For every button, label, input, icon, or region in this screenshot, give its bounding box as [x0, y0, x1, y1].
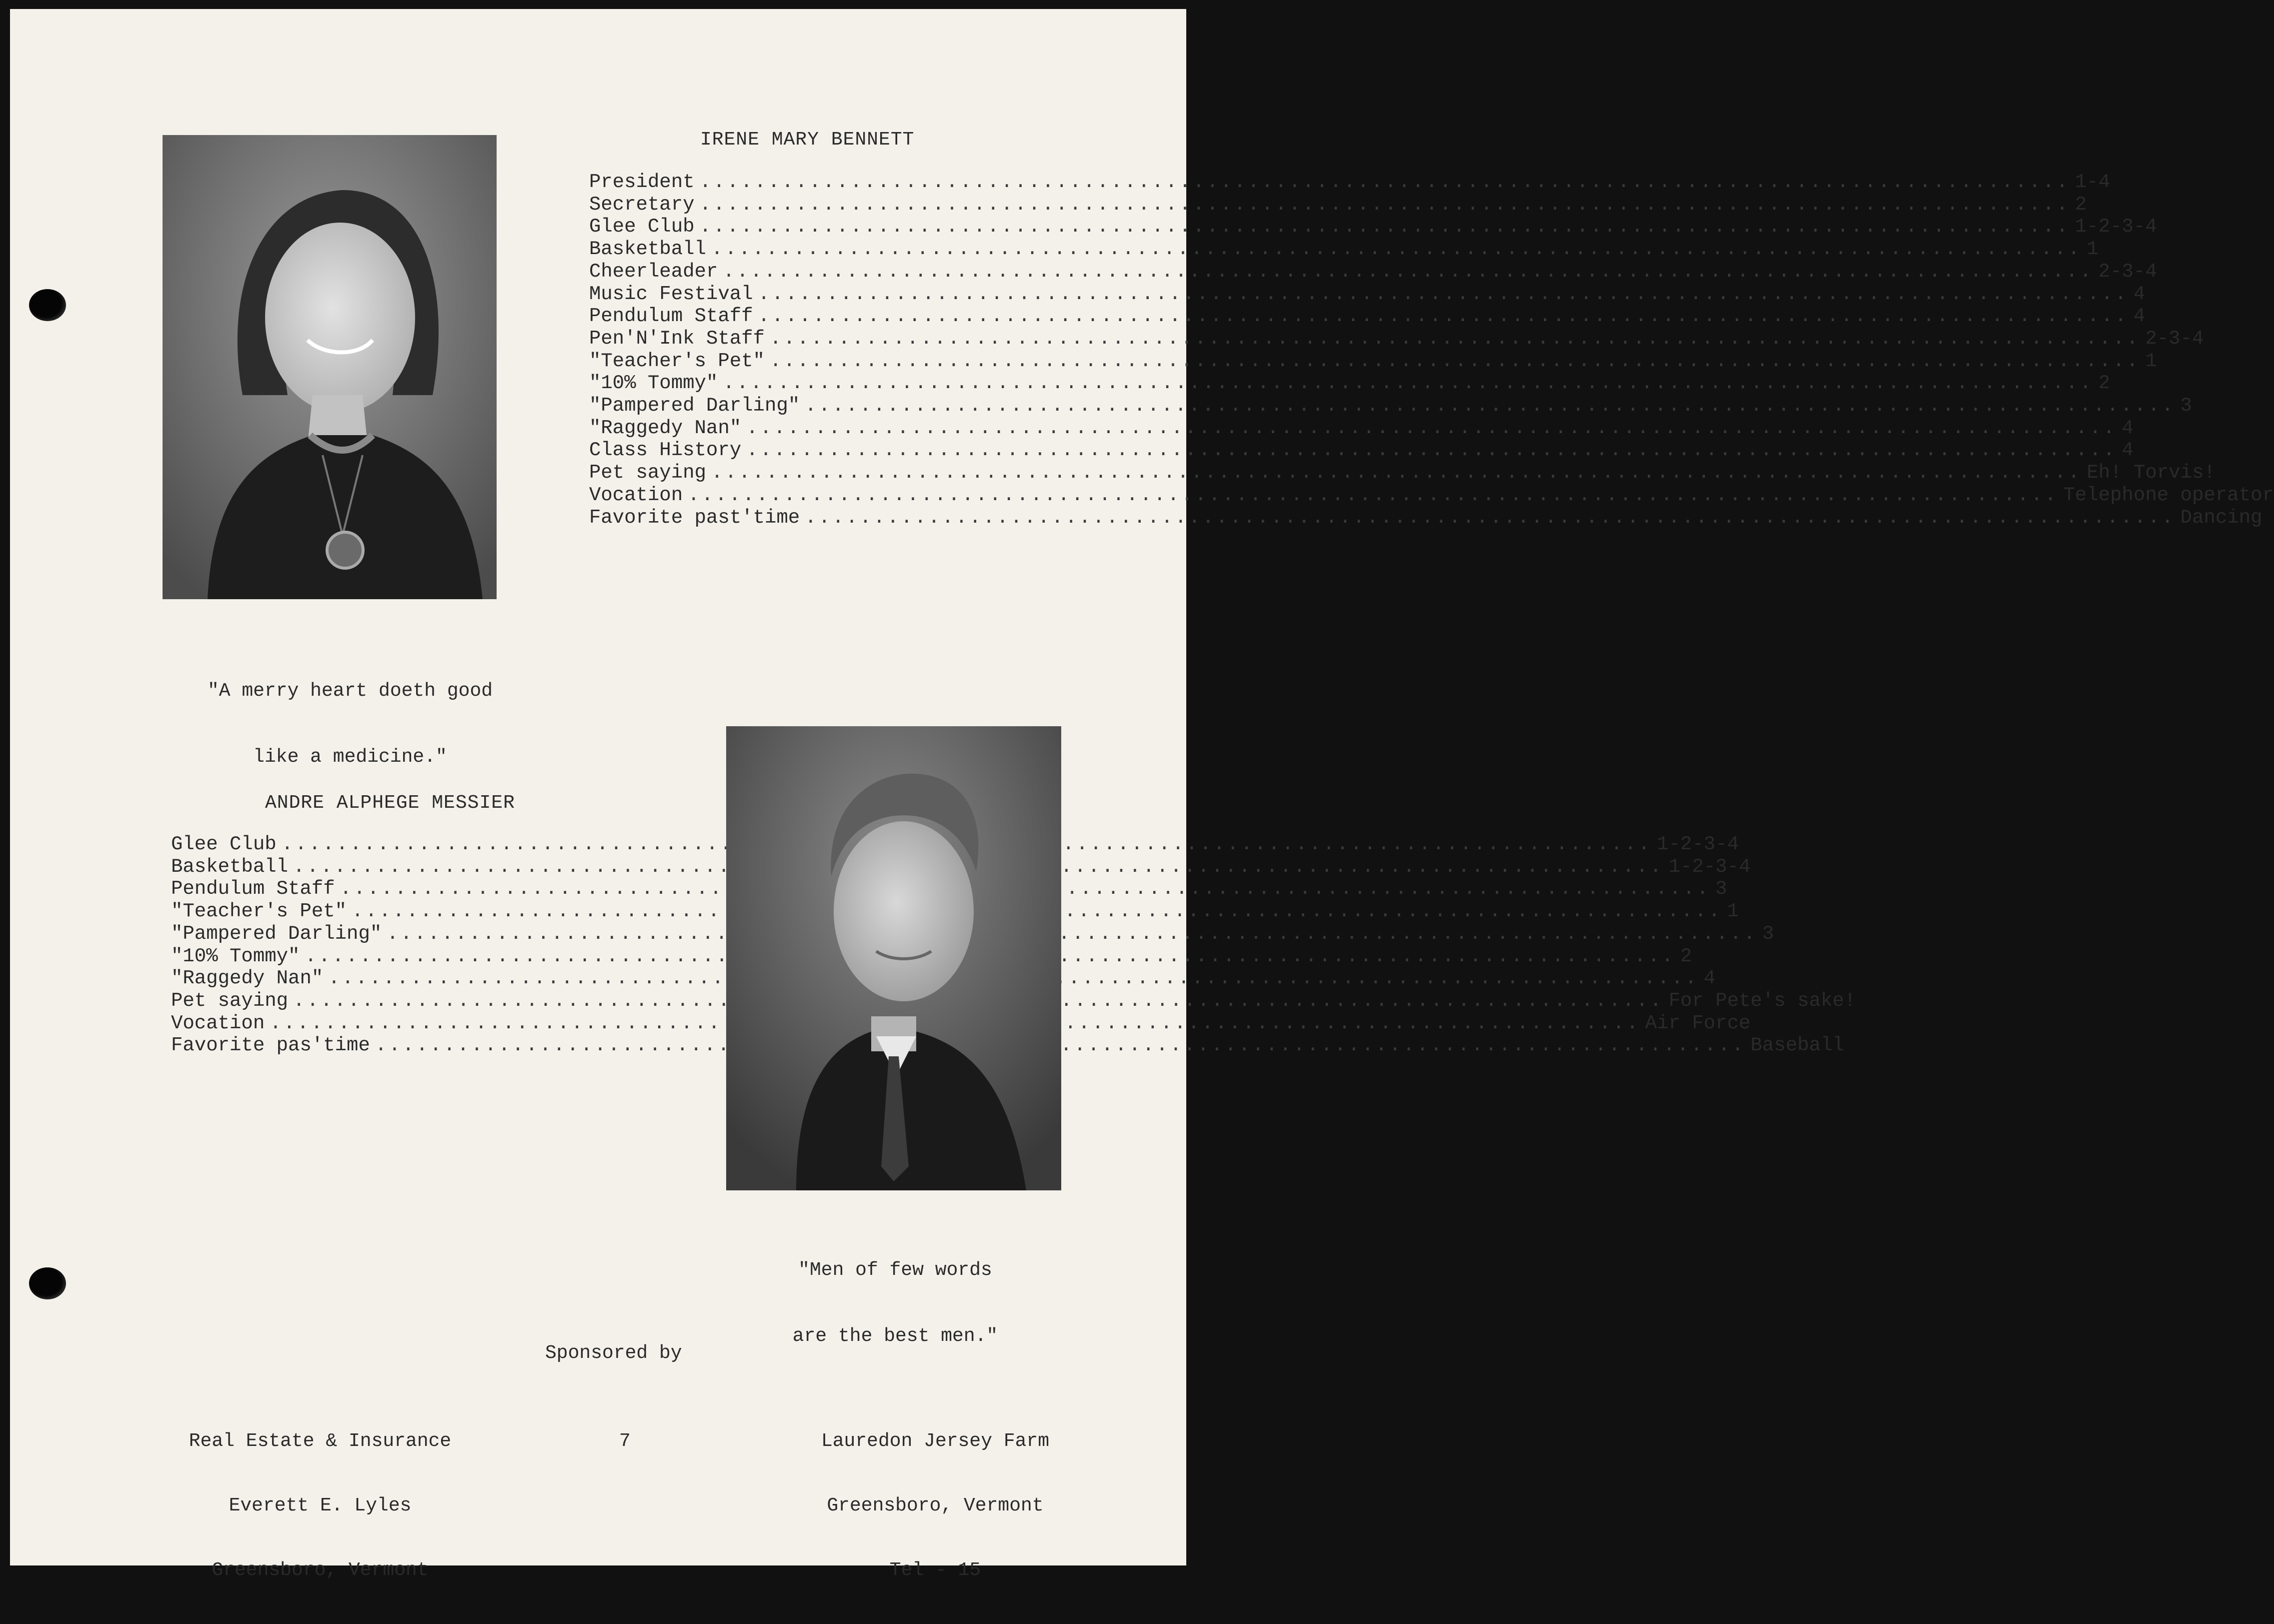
andre-quote-line-2: are the best men.": [792, 1325, 998, 1347]
andre-quote-line-1: "Men of few words: [798, 1259, 992, 1281]
dot-leader: [805, 395, 2175, 417]
dot-leader: [805, 507, 2175, 529]
activity-label: Glee Club: [589, 216, 695, 238]
andre-activity-row: [171, 967, 1716, 990]
dot-leader: [770, 328, 2140, 350]
activity-value: For Pete's sake!: [1668, 989, 1856, 1012]
dot-leader: [700, 194, 2070, 216]
dot-leader: [711, 238, 2081, 261]
irene-activity-row: [589, 506, 2262, 529]
activity-value: 2-3-4: [2098, 260, 2157, 283]
dot-leader: [387, 923, 1757, 945]
andre-activity-row: [171, 878, 1727, 900]
activity-label: Vocation: [171, 1012, 265, 1034]
activity-value: Baseball: [1750, 1034, 1844, 1057]
activity-label: Secretary: [589, 193, 695, 216]
andre-activity-row: [171, 833, 1739, 856]
irene-quote-line-2: like a medicine.": [253, 746, 447, 768]
andre-activity-row: [171, 1012, 1751, 1035]
andre-activity-row: [171, 922, 1774, 945]
activity-value: 1-2-3-4: [1668, 855, 1751, 878]
sponsor-right-line-1: Lauredon Jersey Farm: [821, 1430, 1050, 1452]
activity-label: Pendulum Staff: [171, 878, 335, 900]
activity-value: Telephone operator: [2063, 484, 2274, 506]
irene-portrait-photo: [163, 135, 497, 599]
irene-activity-row: [589, 283, 2145, 306]
activity-label: Music Festival: [589, 283, 753, 305]
dot-leader: [746, 439, 2116, 462]
dot-leader: [723, 372, 2093, 395]
page-number: 7: [619, 1430, 631, 1452]
irene-activity-row: [589, 484, 2274, 507]
irene-activity-row: [589, 216, 2157, 238]
dot-leader: [746, 417, 2116, 440]
andre-activity-row: [171, 1034, 1844, 1057]
activity-label: "10% Tommy": [589, 372, 718, 395]
activity-value: 1-2-3-4: [2075, 216, 2157, 238]
andre-portrait-photo: [726, 726, 1061, 1190]
irene-name: IRENE MARY BENNETT: [700, 129, 915, 151]
andre-activity-list: [171, 833, 1856, 1057]
activity-value: 4: [2133, 283, 2145, 305]
dot-leader: [723, 261, 2093, 283]
activity-value: 2: [1680, 945, 1692, 967]
irene-activity-list: [589, 171, 2274, 529]
activity-value: 1: [1727, 900, 1739, 923]
irene-activity-row: [589, 417, 2134, 440]
activity-label: President: [589, 171, 695, 193]
irene-quote: [170, 636, 530, 812]
activity-value: 3: [1762, 922, 1774, 945]
activity-label: Favorite past'time: [589, 506, 800, 529]
dot-leader: [688, 484, 2058, 507]
sponsored-by-heading: Sponsored by: [545, 1342, 682, 1364]
activity-value: 4: [2133, 305, 2145, 328]
activity-label: Pen'N'Ink Staff: [589, 327, 765, 350]
irene-activity-row: [589, 372, 2110, 395]
activity-value: 2-3-4: [2145, 327, 2204, 350]
activity-label: "Teacher's Pet": [171, 900, 347, 923]
activity-value: 1-4: [2075, 171, 2110, 193]
activity-value: 4: [2121, 439, 2134, 462]
andre-quote: [735, 1215, 1055, 1391]
activity-label: Glee Club: [171, 833, 277, 855]
irene-activity-row: [589, 238, 2098, 261]
andre-activity-row: [171, 945, 1692, 968]
binder-hole-top: [29, 289, 66, 321]
activity-label: Vocation: [589, 484, 683, 506]
irene-activity-row: [589, 327, 2204, 350]
activity-value: Air Force: [1645, 1012, 1751, 1034]
activity-label: Pet saying: [589, 462, 707, 484]
andre-name: ANDRE ALPHEGE MESSIER: [265, 792, 515, 814]
activity-value: Eh! Torvis!: [2086, 462, 2215, 484]
yearbook-page: [10, 9, 2274, 1581]
activity-label: Basketball: [589, 238, 707, 261]
irene-activity-row: [589, 171, 2110, 194]
andre-activity-row: [171, 855, 1751, 878]
activity-label: "Pampered Darling": [589, 395, 800, 417]
sponsor-right-line-3: Tel - 15: [889, 1559, 981, 1581]
irene-activity-row: [589, 395, 2192, 417]
activity-value: 1: [2145, 350, 2157, 372]
dot-leader: [758, 305, 2128, 328]
irene-activity-row: [589, 350, 2157, 373]
activity-label: "Pampered Darling": [171, 922, 382, 945]
activity-label: Basketball: [171, 855, 289, 878]
sponsor-left: [160, 1387, 480, 1624]
activity-label: "Raggedy Nan": [589, 417, 742, 439]
dot-leader: [711, 462, 2081, 484]
irene-activity-row: [589, 260, 2157, 283]
andre-activity-row: [171, 989, 1856, 1012]
activity-value: 1-2-3-4: [1657, 833, 1739, 855]
activity-label: Favorite pas'time: [171, 1034, 370, 1057]
activity-label: Class History: [589, 439, 742, 462]
dot-leader: [700, 171, 2070, 194]
sponsor-right-line-2: Greensboro, Vermont: [827, 1495, 1044, 1516]
activity-value: 4: [2121, 417, 2134, 439]
sponsor-left-line-3: Greensboro, Vermont: [212, 1559, 429, 1581]
activity-value: 3: [2180, 395, 2192, 417]
activity-label: Pendulum Staff: [589, 305, 753, 328]
irene-activity-row: [589, 193, 2087, 216]
activity-value: 4: [1703, 967, 1716, 990]
binder-hole-bottom: [29, 1267, 66, 1299]
dot-leader: [770, 350, 2140, 373]
activity-value: 2: [2075, 193, 2087, 216]
dot-leader: [700, 216, 2070, 238]
irene-activity-row: [589, 462, 2215, 484]
activity-label: Pet saying: [171, 989, 289, 1012]
activity-value: 2: [2098, 372, 2110, 395]
irene-activity-row: [589, 305, 2145, 328]
sponsor-left-line-1: Real Estate & Insurance: [189, 1430, 452, 1452]
sponsor-left-line-2: Everett E. Lyles: [229, 1495, 412, 1516]
activity-value: 3: [1715, 878, 1727, 900]
dot-leader: [758, 283, 2128, 306]
sponsor-right: [790, 1387, 1080, 1624]
activity-label: "Raggedy Nan": [171, 967, 324, 990]
activity-value: 1: [2086, 238, 2098, 261]
activity-label: Cheerleader: [589, 260, 718, 283]
activity-value: Dancing: [2180, 506, 2262, 529]
andre-activity-row: [171, 900, 1739, 923]
irene-quote-line-1: "A merry heart doeth good: [207, 680, 493, 702]
activity-label: "Teacher's Pet": [589, 350, 765, 372]
irene-activity-row: [589, 439, 2134, 462]
activity-label: "10% Tommy": [171, 945, 300, 967]
